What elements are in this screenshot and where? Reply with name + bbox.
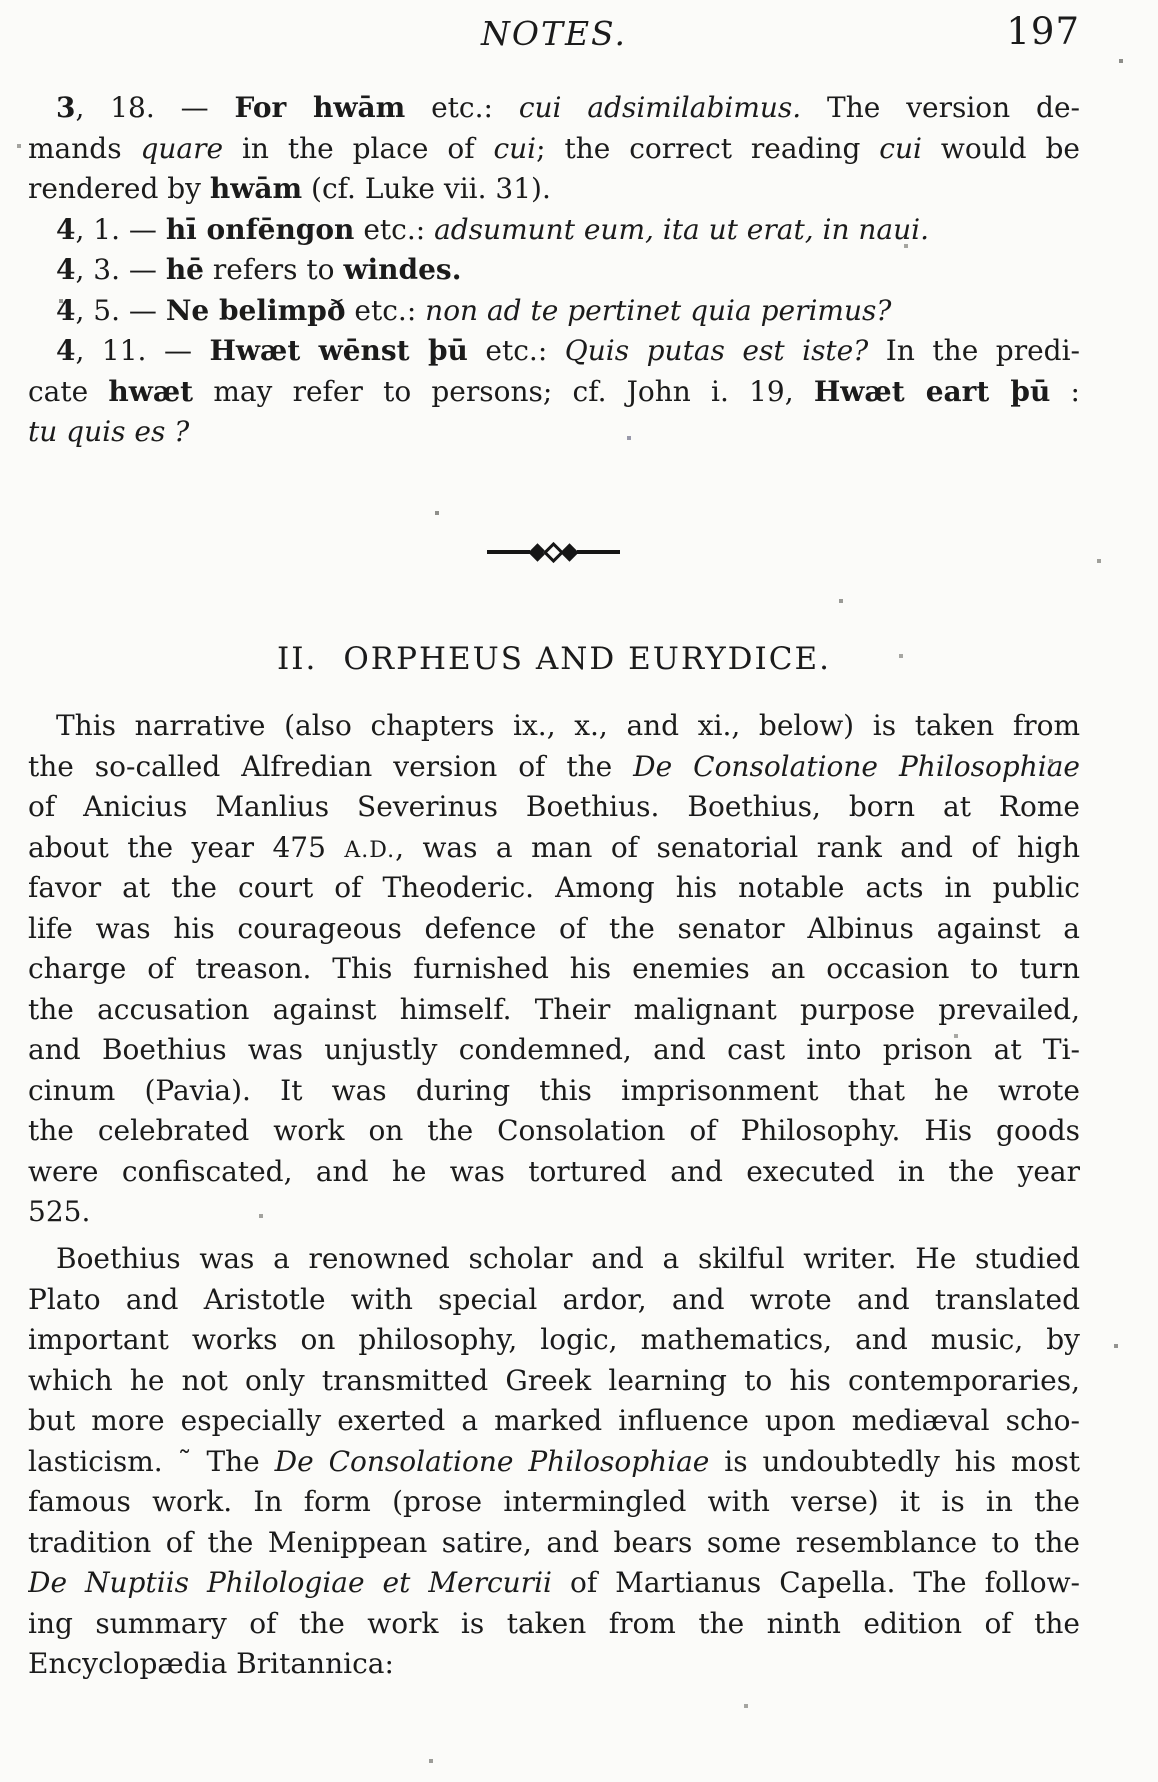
text-line [28,1239,1080,1280]
text-line [28,1442,1080,1483]
text-line [28,1192,1080,1233]
text-segment: the celebrated work on the Consolation of Philosophy. His goods [28,1114,1080,1147]
text-segment: (cf. Luke vii. 31). [302,172,551,205]
text-segment: , 11. — [75,334,210,367]
text-segment: 4 [56,253,76,286]
text-segment: were confiscated, and he was tortured and executed in the year [28,1154,1080,1188]
text-segment: adsumunt eum, ita ut erat, in naui. [434,212,929,246]
text-segment: , 1. — [75,212,166,246]
text-segment: Plato and Aristotle with special ardor, and wrote and translated [28,1282,1080,1316]
text-segment: important works on philosophy, logic, mathematics, and music, by [28,1323,1080,1356]
text-line [28,1030,1080,1071]
text-segment: Ne belimpð [165,293,346,327]
text-line [28,1111,1080,1152]
text-segment: quare [140,131,224,165]
text-segment: the accusation against himself. Their malignant purpose prevailed, [28,992,1080,1026]
text-line [28,706,1080,747]
text-segment: , 18. — [75,91,235,124]
scan-noise [0,0,2,2]
text-segment: hī onfēngon [165,212,355,246]
divider-rule [487,550,530,554]
page-number: 197 [1006,10,1080,53]
text-line [28,291,1080,332]
text-segment: tu quis es ? [28,415,190,448]
text-segment: This narrative (also chapters ix., x., and xi., below) is taken from [56,709,1080,742]
text-segment: rendered by [28,172,210,205]
text-line [28,1563,1080,1604]
text-line [28,129,1080,170]
text-segment: cate [28,374,109,408]
paragraph [28,706,1080,1233]
text-segment: Hwæt wēnst þū [209,334,468,367]
text-segment: hwām [209,172,303,205]
text-segment: 4 [56,212,76,246]
text-segment: charge of treason. This furnished his enemies an occasion to turn [28,952,1080,985]
text-segment: life was his courageous defence of the senator Albinus against a [28,911,1080,945]
section-divider-ornament [487,544,620,560]
text-line [28,990,1080,1031]
text-segment: Hwæt eart þū [813,374,1051,408]
running-head: NOTES. [481,14,627,53]
text-segment: of Martianus Capella. The follow- [551,1566,1080,1599]
text-segment: Boethius was a renowned scholar and a skilful writer. He studied [56,1242,1080,1275]
text-segment: hwæt [108,374,194,408]
divider-rule [577,550,620,554]
text-segment: In the predi- [868,334,1080,367]
text-segment: , was a man of senatorial rank and of high [395,830,1080,864]
text-segment: but more especially exerted a marked influence upon mediæval scho- [28,1404,1080,1437]
text-segment: would be [921,131,1080,165]
text-line [28,949,1080,990]
text-line [28,1523,1080,1564]
text-line [28,1361,1080,1402]
text-segment: For hwām [234,91,406,124]
text-line [28,1320,1080,1361]
text-segment: may refer to persons; cf. John i. 19, [193,374,814,408]
text-segment: mands [28,131,141,165]
text-segment: cui [879,131,922,165]
text-segment: the so-called Alfredian version of the [28,749,634,783]
text-segment: De Nuptiis Philologiae et Mercurii [28,1566,552,1599]
text-line [28,1604,1080,1645]
text-line [28,1401,1080,1442]
text-segment: etc.: [467,334,565,367]
note-entry [28,250,1080,291]
text-segment: 4 [56,334,76,367]
text-line [28,210,1080,251]
text-segment: etc.: [354,212,435,246]
text-segment: , 5. — [75,293,166,327]
text-segment: ing summary of the work is taken from the ninth edition of the [28,1606,1080,1640]
text-line [28,828,1080,869]
text-line [28,1280,1080,1321]
text-segment: lasticism. ˜ The [28,1444,275,1478]
text-segment: Encyclopædia Britannica: [28,1647,394,1680]
text-line [28,372,1080,413]
text-line [28,1071,1080,1112]
text-segment: tradition of the Menippean satire, and bears some resemblance to the [28,1525,1080,1559]
text-segment: cui [493,131,537,165]
text-segment: non ad te pertinet quia perimus? [425,293,892,327]
text-line [28,412,1080,453]
text-line [28,747,1080,788]
text-segment: is undoubtedly his most [709,1444,1080,1478]
text-segment: famous work. In form (prose intermingled with verse) it is in the [28,1485,1080,1518]
text-segment: cui adsimilabimus. [518,91,802,124]
text-segment: Quis putas est iste? [564,334,869,367]
filled-diamond-icon [560,543,578,561]
text-segment: and Boethius was unjustly condemned, and cast into prison at Ti- [28,1033,1080,1066]
text-segment: hē [165,253,204,286]
notes-section [28,88,1080,453]
text-segment: which he not only transmitted Greek learning to his contemporaries, [28,1363,1080,1397]
section-numeral: II. [277,641,318,677]
text-segment: The version de- [801,91,1080,124]
text-segment: about the year 475 [28,830,345,864]
text-segment: De Consolatione Philosophiae [274,1444,710,1478]
section-heading [28,638,1080,680]
note-entry [28,88,1080,210]
text-segment: 4 [56,293,76,327]
text-line [28,1482,1080,1523]
text-segment: cinum (Pavia). It was during this imprisonment that he wrote [28,1073,1080,1107]
note-entry [28,331,1080,453]
text-line [28,250,1080,291]
text-segment: favor at the court of Theoderic. Among his notable acts in public [28,871,1080,904]
text-segment: etc.: [345,293,426,327]
text-segment: refers to [203,253,344,286]
text-segment: windes. [343,253,462,286]
note-entry [28,210,1080,251]
text-line [28,1152,1080,1193]
text-line [28,868,1080,909]
page-header [28,12,1080,56]
text-segment: ; the correct reading [536,131,880,165]
text-line [28,909,1080,950]
text-line [28,787,1080,828]
text-segment: of Anicius Manlius Severinus Boethius. Boethius, born at Rome [28,790,1080,823]
section-title: ORPHEUS AND EURYDICE. [343,641,831,677]
text-segment: A.D. [344,837,396,863]
text-line [28,169,1080,210]
text-line [28,331,1080,372]
note-entry [28,291,1080,332]
paragraph [28,1239,1080,1685]
text-line [28,1644,1080,1685]
text-segment: in the place of [223,131,494,165]
text-segment: , 3. — [75,253,166,286]
text-line [28,88,1080,129]
text-segment: : [1050,374,1080,408]
text-segment: De Consolatione Philosophiae [633,749,1080,783]
text-segment: etc.: [405,91,519,124]
text-segment: 525. [28,1195,91,1228]
text-segment: 3 [56,91,76,124]
